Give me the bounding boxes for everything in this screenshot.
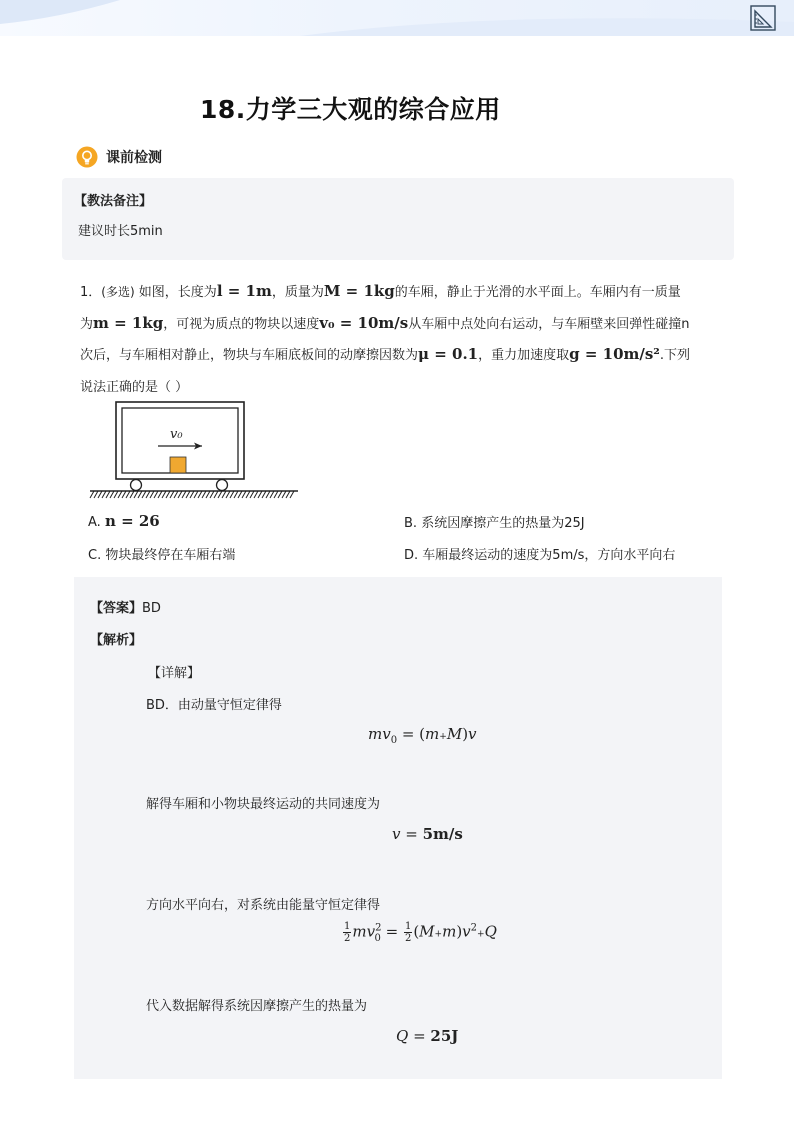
wheel-right xyxy=(217,480,228,491)
math-length: l = 1m xyxy=(216,282,272,300)
question-text: ，重力加速度取 xyxy=(478,348,570,363)
solution-step-3: 方向水平向右，对系统由能量守恒定律得 xyxy=(146,898,381,913)
block xyxy=(170,457,186,473)
hatch-mark xyxy=(146,491,150,498)
option-b-label: B. xyxy=(404,516,418,531)
hatch-mark xyxy=(286,491,290,498)
wheel-left xyxy=(131,480,142,491)
hatch-mark xyxy=(282,491,286,498)
hatch-mark xyxy=(90,491,94,498)
hatch-mark xyxy=(234,491,238,498)
hatch-mark xyxy=(170,491,174,498)
hatch-mark xyxy=(102,491,106,498)
question-tag: (多选) xyxy=(101,285,135,299)
answer-line xyxy=(90,597,161,616)
hatch-mark xyxy=(262,491,266,498)
hatch-mark xyxy=(254,491,258,498)
option-a-label: A. xyxy=(88,515,101,530)
option-c[interactable] xyxy=(88,544,235,563)
ground-hatching xyxy=(90,491,294,498)
hatch-mark xyxy=(218,491,222,498)
hatch-mark xyxy=(162,491,166,498)
hatch-mark xyxy=(98,491,102,498)
teaching-note-text: 建议时长5min xyxy=(78,224,163,239)
lightbulb-icon xyxy=(76,146,98,168)
equation-4: Q = 25J xyxy=(396,1027,459,1045)
hatch-mark xyxy=(290,491,294,498)
equation-1: $mv_0 = (m+M)v$ xyxy=(368,725,477,746)
answer-box xyxy=(74,577,722,1079)
hatch-mark xyxy=(222,491,226,498)
detail-label: 【详解】 xyxy=(148,666,201,681)
hatch-mark xyxy=(266,491,270,498)
answer-value: BD xyxy=(142,601,161,616)
math-mass-block: m = 1kg xyxy=(93,314,164,332)
hatch-mark xyxy=(138,491,142,498)
question-number: 1． xyxy=(80,285,102,300)
hatch-mark xyxy=(270,491,274,498)
option-d-text: 车厢最终运动的速度为5m/s，方向水平向右 xyxy=(422,548,676,563)
hatch-mark xyxy=(110,491,114,498)
hatch-mark xyxy=(274,491,278,498)
hatch-mark xyxy=(186,491,190,498)
hatch-mark xyxy=(202,491,206,498)
solution-step-1: BD．由动量守恒定律得 xyxy=(146,698,282,713)
option-a[interactable] xyxy=(88,512,160,530)
option-d-label: D. xyxy=(404,548,419,563)
option-b[interactable] xyxy=(404,512,585,531)
hatch-mark xyxy=(198,491,202,498)
equation-2: v = 5m/s xyxy=(392,825,463,843)
hatch-mark xyxy=(278,491,282,498)
hatch-mark xyxy=(150,491,154,498)
velocity-label: v₀ xyxy=(170,427,183,442)
hatch-mark xyxy=(118,491,122,498)
math-friction: μ = 0.1 xyxy=(418,345,479,363)
option-c-text: 物块最终停在车厢右端 xyxy=(105,548,236,563)
question-text: 次后，与车厢相对静止，物块与车厢底板间的动摩擦因数为 xyxy=(80,348,419,363)
hatch-mark xyxy=(238,491,242,498)
question-text: ，质量为 xyxy=(271,285,324,300)
question-text: 的车厢，静止于光滑的水平面上。车厢内有一质量 xyxy=(394,285,681,300)
section-label: 课前检测 xyxy=(106,150,162,166)
header-band xyxy=(0,0,794,36)
question-text: 从车厢中点处向右运动，与车厢壁来回弹性碰撞n xyxy=(408,317,690,332)
question-line-2 xyxy=(80,313,689,332)
question-line-1 xyxy=(80,281,681,300)
hatch-mark xyxy=(94,491,98,498)
question-line-3 xyxy=(80,344,690,363)
hatch-mark xyxy=(226,491,230,498)
math-velocity: v₀ = 10m/s xyxy=(319,314,409,332)
hatch-mark xyxy=(154,491,158,498)
solution-step-4: 代入数据解得系统因摩擦产生的热量为 xyxy=(146,999,368,1014)
hatch-mark xyxy=(158,491,162,498)
hatch-mark xyxy=(242,491,246,498)
option-b-text: 系统因摩擦产生的热量为25J xyxy=(421,516,585,531)
math-gravity: g = 10m/s² xyxy=(569,345,660,363)
hatch-mark xyxy=(166,491,170,498)
section-header xyxy=(76,145,162,169)
header-wave-decoration xyxy=(0,0,794,36)
hatch-mark xyxy=(182,491,186,498)
analysis-label: 【解析】 xyxy=(90,633,143,648)
math-mass-car: M = 1kg xyxy=(323,282,395,300)
answer-label: 【答案】 xyxy=(90,601,143,616)
question-text: ，可视为质点的物块以速度 xyxy=(163,317,320,332)
hatch-mark xyxy=(250,491,254,498)
hatch-mark xyxy=(214,491,218,498)
car-block-figure xyxy=(88,400,300,502)
hatch-mark xyxy=(126,491,130,498)
teaching-note-title: 【教法备注】 xyxy=(74,194,153,209)
hatch-mark xyxy=(142,491,146,498)
question-text: 如图，长度为 xyxy=(138,285,217,300)
hatch-mark xyxy=(230,491,234,498)
option-c-label: C. xyxy=(88,548,102,563)
question-text: 为 xyxy=(80,317,94,332)
option-d[interactable] xyxy=(404,544,675,563)
hatch-mark xyxy=(246,491,250,498)
hatch-mark xyxy=(122,491,126,498)
teaching-note-box xyxy=(62,178,734,260)
hatch-mark xyxy=(194,491,198,498)
hatch-mark xyxy=(134,491,138,498)
hatch-mark xyxy=(190,491,194,498)
hatch-mark xyxy=(174,491,178,498)
ruler-triangle-icon xyxy=(750,5,776,31)
equation-3: $\frac{1}{2}$ $mv^2_0$ = $\frac{1}{2}$ $(M+m)v^2+Q$ xyxy=(344,921,497,944)
hatch-mark xyxy=(258,491,262,498)
page-title: 18.力学三大观的综合应用 xyxy=(200,95,501,124)
hatch-mark xyxy=(178,491,182,498)
hatch-mark xyxy=(210,491,214,498)
solution-step-2: 解得车厢和小物块最终运动的共同速度为 xyxy=(146,797,381,812)
question-line-4: 说法正确的是（ ） xyxy=(80,380,189,395)
hatch-mark xyxy=(206,491,210,498)
hatch-mark xyxy=(114,491,118,498)
question-text: .下列 xyxy=(659,348,691,363)
hatch-mark xyxy=(106,491,110,498)
hatch-mark xyxy=(130,491,134,498)
option-a-math: n = 26 xyxy=(104,512,160,530)
